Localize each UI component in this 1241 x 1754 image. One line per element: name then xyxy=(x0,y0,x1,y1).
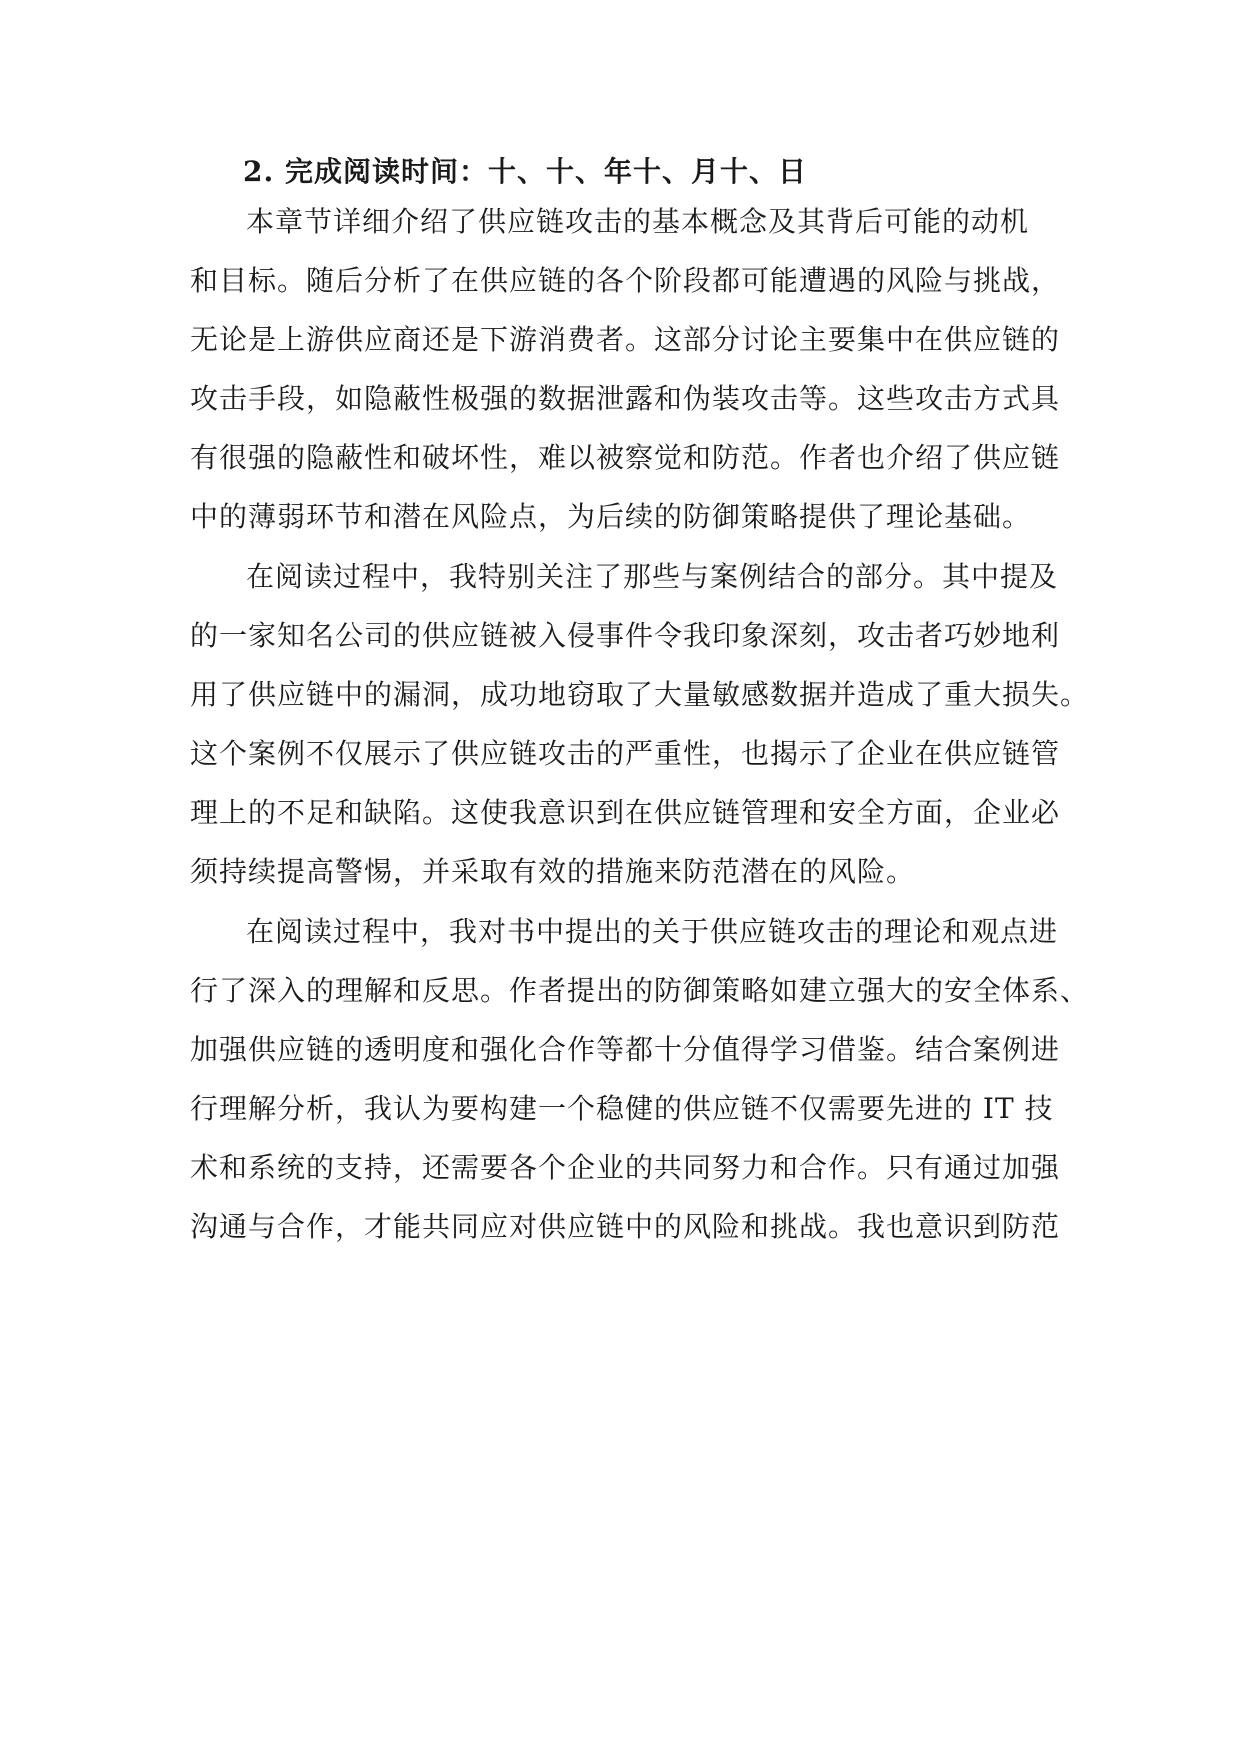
paragraph-1-line-3: 无论是上游供应商还是下游消费者。这部分讨论主要集中在供应链的 xyxy=(190,323,1061,356)
paragraph-2-line-4: 这个案例不仅展示了供应链攻击的严重性，也揭示了企业在供应链管 xyxy=(190,737,1061,770)
paragraph-1-line-1: 本章节详细介绍了供应链攻击的基本概念及其背后可能的动机 xyxy=(246,205,1030,238)
paragraph-1-line-6: 中的薄弱环节和潜在风险点，为后续的防御策略提供了理论基础。 xyxy=(190,500,1032,533)
paragraph-3-line-1: 在阅读过程中，我对书中提出的关于供应链攻击的理论和观点进 xyxy=(246,915,1059,948)
paragraph-3-line-4: 行理解分析，我认为要构建一个稳健的供应链不仅需要先进的 IT 技 xyxy=(190,1092,1054,1125)
paragraph-1-line-2: 和目标。随后分析了在供应链的各个阶段都可能遭遇的风险与挑战， xyxy=(190,264,1061,297)
paragraph-3-line-2: 行了深入的理解和反思。作者提出的防御策略如建立强大的安全体系、 xyxy=(190,974,1090,1007)
paragraph-2-line-2: 的一家知名公司的供应链被入侵事件令我印象深刻，攻击者巧妙地利 xyxy=(190,619,1061,652)
paragraph-2-line-6: 须持续提高警惕，并采取有效的措施来防范潜在的风险。 xyxy=(190,855,916,888)
paragraph-1-line-4: 攻击手段，如隐蔽性极强的数据泄露和伪装攻击等。这些攻击方式具 xyxy=(190,382,1061,415)
paragraph-2-line-1: 在阅读过程中，我特别关注了那些与案例结合的部分。其中提及 xyxy=(246,560,1059,593)
paragraph-3-line-5: 术和系统的支持，还需要各个企业的共同努力和合作。只有通过加强 xyxy=(190,1151,1061,1184)
paragraph-2-line-3: 用了供应链中的漏洞，成功地窃取了大量敏感数据并造成了重大损失。 xyxy=(190,678,1090,711)
paragraph-3-line-3: 加强供应链的透明度和强化合作等都十分值得学习借鉴。结合案例进 xyxy=(190,1033,1061,1066)
paragraph-1-line-5: 有很强的隐蔽性和破坏性，难以被察觉和防范。作者也介绍了供应链 xyxy=(190,441,1061,474)
paragraph-2-line-5: 理上的不足和缺陷。这使我意识到在供应链管理和安全方面，企业必 xyxy=(190,796,1061,829)
paragraph-3-line-6: 沟通与合作，才能共同应对供应链中的风险和挑战。我也意识到防范 xyxy=(190,1210,1061,1243)
section-heading: 2. 完成阅读时间：十、十、年十、月十、日 xyxy=(243,155,807,188)
